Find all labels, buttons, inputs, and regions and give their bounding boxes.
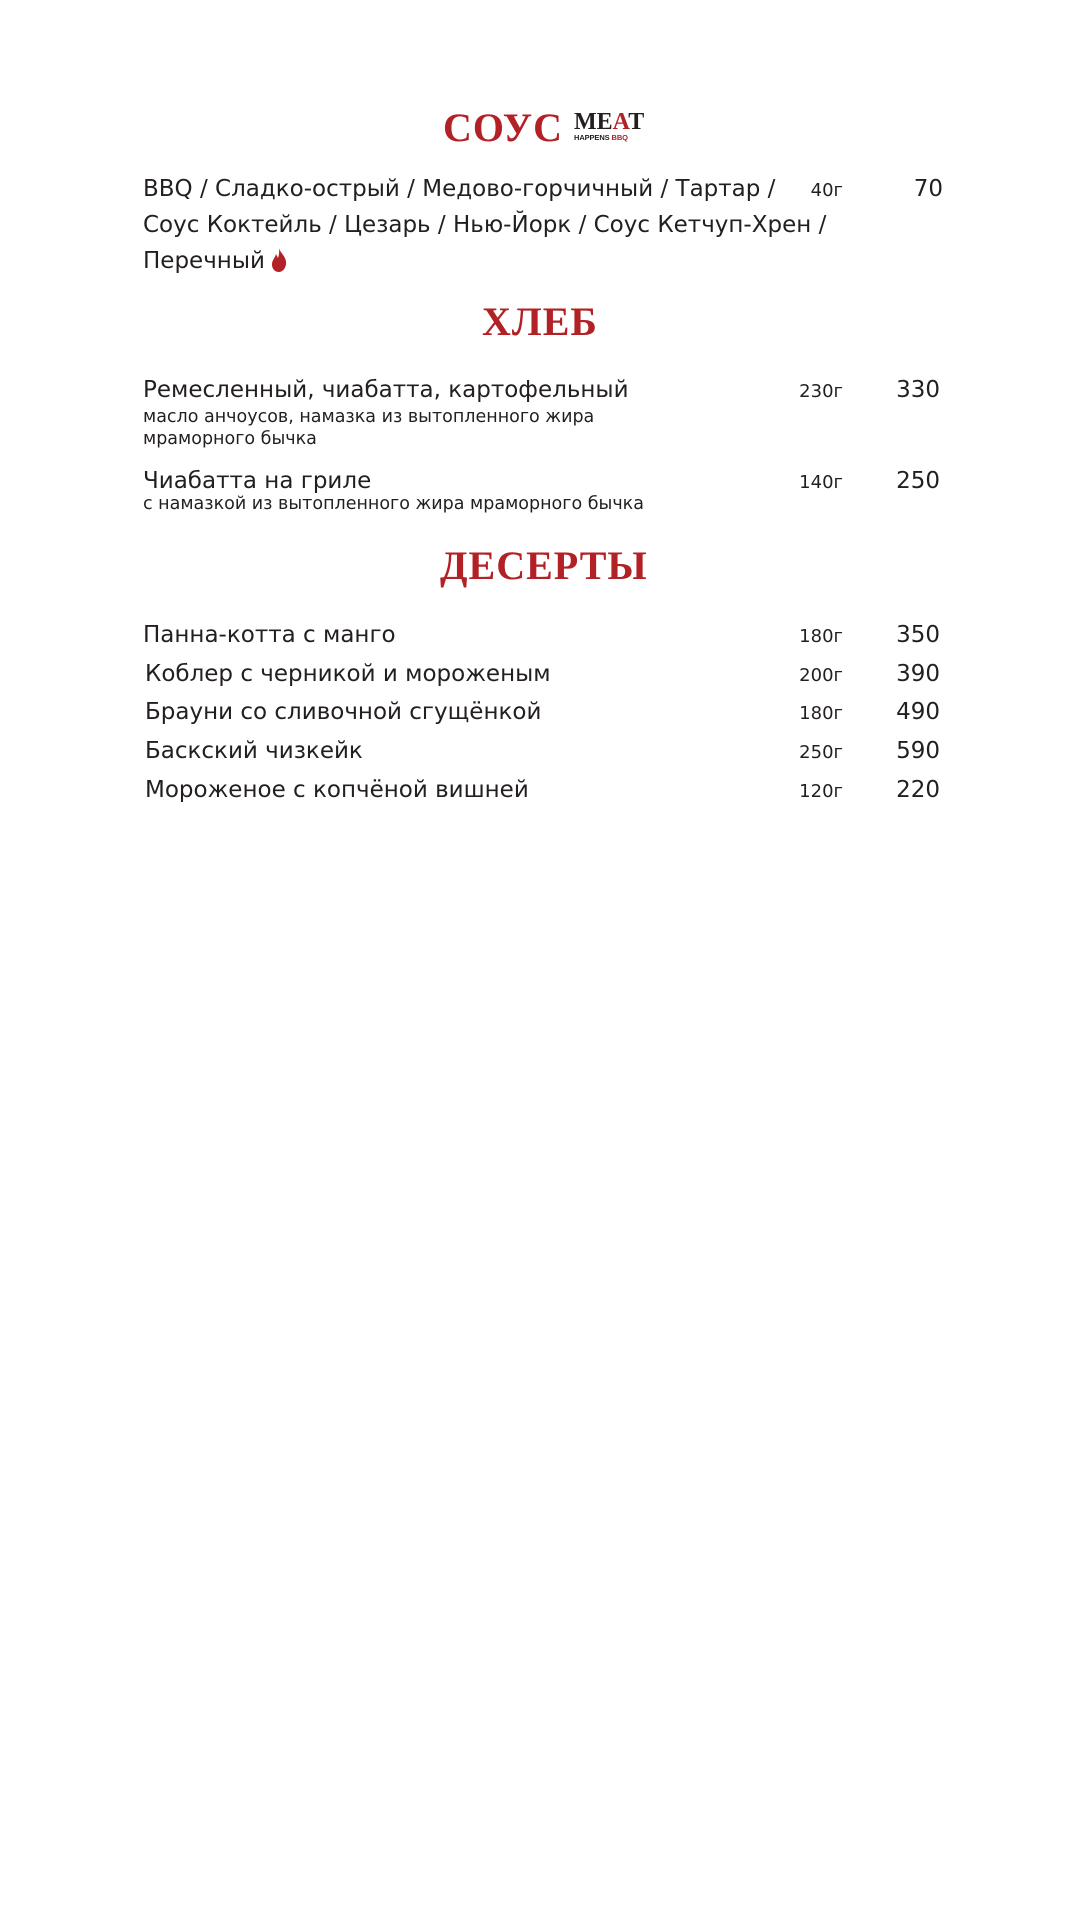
sauce-item-line-1: BBQ / Сладко-острый / Медово-горчичный / Тартар / <box>143 176 776 202</box>
sauce-item-line-3: Перечный <box>143 248 265 274</box>
bread-item-1-weight: 230г <box>799 381 843 402</box>
bread-item-2-price: 250 <box>896 468 940 494</box>
dessert-item-2-weight: 200г <box>799 665 843 686</box>
dessert-item-5-weight: 120г <box>799 781 843 802</box>
dessert-item-2-name: Коблер с черникой и мороженым <box>145 661 551 687</box>
logo-text-me: ME <box>574 109 613 135</box>
chili-flame-icon <box>270 248 288 272</box>
bread-item-1-desc-line-1: масло анчоусов, намазка из вытопленного жира <box>143 407 595 427</box>
dessert-item-3-weight: 180г <box>799 703 843 724</box>
bread-item-2-weight: 140г <box>799 472 843 493</box>
logo-text-t: T <box>628 109 645 135</box>
dessert-item-5-price: 220 <box>896 777 940 803</box>
dessert-item-1-name: Панна-котта с манго <box>143 622 396 648</box>
meat-happens-bbq-logo <box>574 111 644 145</box>
dessert-item-4-weight: 250г <box>799 742 843 763</box>
dessert-item-4-price: 590 <box>896 738 940 764</box>
dessert-item-4-name: Баскский чизкейк <box>145 738 363 764</box>
dessert-item-3-name: Брауни со сливочной сгущёнкой <box>145 699 542 725</box>
bread-item-1-desc-line-2: мраморного бычка <box>143 429 317 449</box>
section-title-sauce: СОУС <box>443 105 563 150</box>
dessert-item-3-price: 490 <box>896 699 940 725</box>
bread-item-2-desc-line-1: с намазкой из вытопленного жира мраморного бычка <box>143 494 644 514</box>
sauce-item-line-2: Соус Коктейль / Цезарь / Нью-Йорк / Соус Кетчуп-Хрен / <box>143 212 827 238</box>
bread-item-1-price: 330 <box>896 377 940 403</box>
logo-text-a: A <box>612 109 629 135</box>
bread-item-1-name: Ремесленный, чиабатта, картофельный <box>143 377 629 403</box>
bread-item-2-name: Чиабатта на гриле <box>143 468 372 494</box>
section-title-desserts: ДЕСЕРТЫ <box>440 543 648 588</box>
dessert-item-1-price: 350 <box>896 622 940 648</box>
sauce-item-price: 70 <box>913 176 943 202</box>
dessert-item-2-price: 390 <box>896 661 940 687</box>
logo-text-bbq: BBQ <box>611 133 628 142</box>
logo-text-happens: HAPPENS <box>574 133 612 142</box>
sauce-item-weight: 40г <box>810 180 843 201</box>
dessert-item-1-weight: 180г <box>799 626 843 647</box>
dessert-item-5-name: Мороженое с копчёной вишней <box>145 777 529 803</box>
section-title-bread: ХЛЕБ <box>482 299 598 344</box>
